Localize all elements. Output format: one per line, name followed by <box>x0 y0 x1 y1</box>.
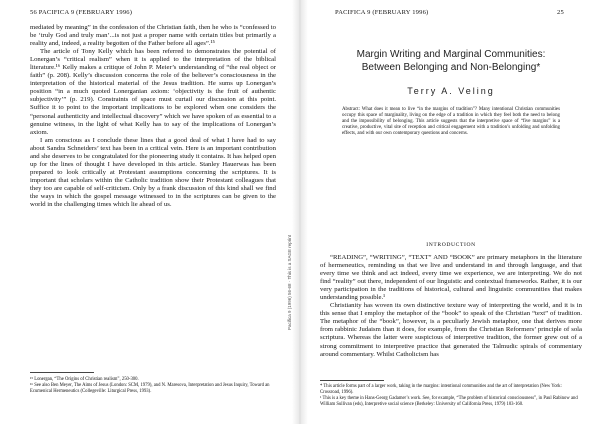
right-paragraph-2: Christianity has woven its own distinctive texture way of interpreting the world, and it is in this sense that I employ the metaphor of the “book” to speak of the Christian “text” of tradition. The metaphor of the “book”, however, is a peculiarly Jewish metaphor, one that derives more from rabbinic Judaism than it does, for example, from the Christian Reformers’ principle of sola scriptura. Whereas the latter were suspicious of interpretive tradition, the former grew out of a strong commitment to interpretive practice that generated the Talmudic spirals of commentary around commentary. Whilst Catholicism has <box>320 302 582 358</box>
right-footnote-rule <box>320 380 384 381</box>
left-footnote-16: ¹⁶ See also Ben Meyer, The Aims of Jesus (London: SCM, 1979), and N. Maresova, Interpretation and Jesus Inquiry, Toward an Ecumenical Hermeneutics (Collegeville: Liturgical Press, 1993). <box>30 383 270 395</box>
right-footnote-1: ¹ This is a key theme in Hans-Georg Gadamer’s work. See, for example, “The problem of historical consciousness”, in Paul Rabinow and William Sullivan (eds), Interpretive social science (Berkeley: University of California Press, 1979) 103-160. <box>320 396 578 407</box>
left-running-header: 56 PACIFICA 9 (FEBRUARY 1996) <box>30 9 133 16</box>
right-body <box>320 254 582 359</box>
left-gutter-mark: Pacifica 9 (1996) 56-68 · This is a SAGE reprint <box>287 235 292 330</box>
article-title <box>320 48 582 74</box>
right-running-header: PACIFICA 9 (FEBRUARY 1996) <box>335 9 429 16</box>
book-gutter <box>292 0 308 424</box>
right-paragraph-1: “READING”, “WRITING”, “TEXT” AND “BOOK” are primary metaphors in the literature of hermeneutics, reminding us that we live and understand in and through language, and that every time we think and act indeed, every time we experience, we are interpreting. We do not find “reality” out there, independent of our linguistic and contextual frameworks. Rather, it is our very participation in the traditions of historical, cultural and linguistic communities that makes understanding possible.¹ <box>320 254 582 302</box>
article-abstract: Abstract: What does it mean to live “in the margins of tradition”? Many intentional Christian communities occupy this space of marginality, living on the edge of a tradition in which they feel both the need to belong and the impossibility of belonging. This article suggests that the interpretive space of “five margins” is a creative, productive, vital site of reception and critical engagement with a tradition’s unfolding and unfolding effects, and with our own contemporary questions and concerns. <box>342 107 560 136</box>
article-author: Terry A. Veling <box>407 86 495 96</box>
left-body <box>30 24 276 209</box>
introduction-heading: INTRODUCTION <box>426 242 476 248</box>
left-paragraph-2: The article of Tony Kelly which has been referred to demonstrates the potential of Lonergan’s “critical realism” when it is applied to the interpretation of the biblical literature.¹⁶ Kelly makes a critique of John P. Meier’s understanding of “the real object or faith” (p. 208). Kelly’s discussion concerns the role of the believer’s consciousness in the interpretation of the historical material of the Jesus tradition. He sums up Lonergan’s position “in a much quoted Lonerganian axiom: ‘objectivity is the fruit of authentic subjectivity’” (p. 219). Constraints of space must curtail our discussion at this point. Suffice it to point to the important implications to be explored when one considers the “personal authenticity and intellectual discovery” which we have spoken of as essential to a genuine witness, in the light of what Kelly has to say of the implications of Lonergan’s axiom. <box>30 48 276 136</box>
article-title-line-1: Margin Writing and Marginal Communities: <box>356 49 546 60</box>
left-footnote-rule <box>30 372 94 373</box>
right-page-number: 25 <box>557 9 564 16</box>
left-paragraph-3: I am conscious as I conclude these lines that a good deal of what I have had to say about Sandra Schneiders’ text has been in a critical vein. Here is an important contribution and she deserves to be congratulated for the pioneering study it contains. It has helped open up for the lines of thought I have developed in this article. Stanley Hauerwas has been prepared to look critically at Protestant assumptions concerning the scriptures. It is important that scholars within the Catholic tradition show their Protestant colleagues that they too are capable of self-criticism. Only by a frank discussion of this kind shall we find the ways in which the gospel message witnessed to in the scriptures can be given to the world in the challenging times which lie ahead of us. <box>30 136 276 209</box>
left-footnote-15: ¹⁵ Lonergan, “The Origins of Christian realism”, 250-300. <box>30 377 139 382</box>
left-paragraph-1: mediated by meaning” in the confession of the Christian faith, then he who is “confessed to be ‘truly God and truly man’...is not just a proper name with certain titles but primarily a reality and, indeed, a reality begotten of the Father before all ages”.¹⁵ <box>30 24 276 48</box>
article-title-line-2: Between Belonging and Non-Belonging* <box>361 62 541 73</box>
right-footnotes <box>320 384 582 408</box>
left-footnotes <box>30 377 276 395</box>
right-footnote-star: * This article forms part of a larger work, taking in the margins: intentional communities and the art of interpretation (New York: Crossroad, 1996). <box>320 384 562 395</box>
